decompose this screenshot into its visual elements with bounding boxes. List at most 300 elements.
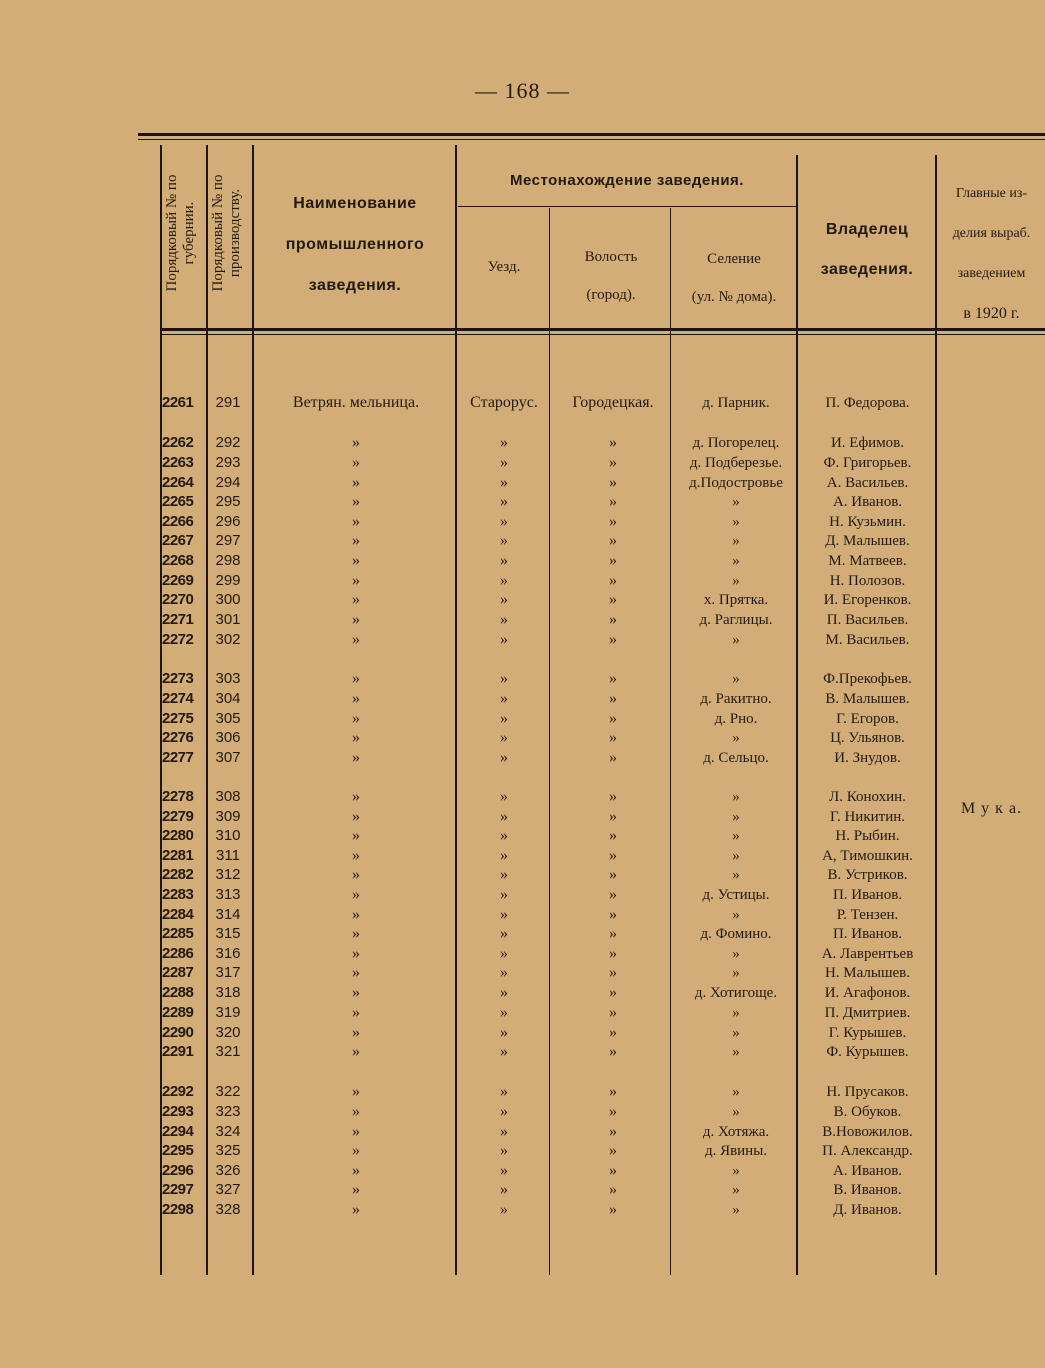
header-owner-line1: Владелец: [825, 221, 909, 238]
cell-name: »: [352, 1103, 360, 1120]
cell-gov: 2289: [162, 1004, 194, 1021]
cell-gov: 2266: [162, 513, 194, 530]
cell-uezd: »: [500, 493, 508, 510]
header-volost-line2: (город).: [586, 287, 636, 303]
cell-uezd: »: [500, 1024, 508, 1041]
cell-prod: 311: [216, 847, 240, 864]
cell-name: »: [352, 1162, 360, 1179]
cell-volost: »: [609, 1103, 617, 1120]
cell-owner: Н. Кузьмин.: [829, 514, 906, 530]
cell-owner: И. Ефимов.: [830, 435, 905, 451]
cell-prod: 299: [215, 572, 241, 589]
cell-owner: А. Иванов.: [832, 1163, 903, 1179]
cell-uezd: »: [500, 984, 508, 1001]
cell-gov: 2272: [162, 631, 194, 648]
cell-prod: 314: [215, 906, 241, 923]
cell-name: »: [352, 670, 360, 687]
cell-selenie: »: [732, 1005, 740, 1021]
cell-prod: 297: [215, 532, 241, 549]
cell-prod: 300: [215, 591, 241, 608]
cell-name: »: [352, 906, 360, 923]
cell-volost: »: [609, 611, 617, 628]
cell-name: »: [352, 925, 360, 942]
cell-uezd: Старорус.: [470, 394, 538, 411]
cell-gov: 2279: [162, 808, 194, 825]
cell-owner: В. Иванов.: [833, 1182, 902, 1198]
header-selenie-line2: (ул. № дома).: [691, 289, 777, 305]
header-name-line3: заведения.: [308, 277, 402, 294]
cell-prod: 317: [215, 964, 241, 981]
cell-volost: »: [609, 866, 617, 883]
cell-name: »: [352, 513, 360, 530]
cell-owner: П. Иванов.: [832, 926, 903, 942]
cell-owner: А. Лаврентьев: [821, 946, 914, 962]
header-products-line4: в 1920 г.: [963, 305, 1020, 322]
cell-owner: М. Матвеев.: [828, 553, 907, 569]
cell-prod: 310: [215, 827, 241, 844]
cell-gov: 2261: [162, 394, 194, 411]
cell-name: »: [352, 532, 360, 549]
cell-gov: 2268: [162, 552, 194, 569]
cell-volost: »: [609, 729, 617, 746]
cell-name: »: [352, 591, 360, 608]
cell-uezd: »: [500, 631, 508, 648]
cell-prod: 325: [215, 1142, 241, 1159]
cell-name: »: [352, 984, 360, 1001]
cell-selenie: д.Подостровье: [689, 475, 783, 491]
cell-name: »: [352, 1181, 360, 1198]
cell-volost: Городецкая.: [572, 394, 654, 411]
cell-gov: 2293: [162, 1103, 194, 1120]
cell-selenie: д. Раглицы.: [699, 612, 773, 628]
cell-owner: И. Знудов.: [834, 750, 901, 766]
cell-volost: »: [609, 1083, 617, 1100]
cell-uezd: »: [500, 1083, 508, 1100]
header-selenie-line1: Селение: [707, 251, 761, 267]
cell-prod: 308: [215, 788, 241, 805]
cell-selenie: »: [732, 946, 740, 962]
cell-uezd: »: [500, 847, 508, 864]
cell-uezd: »: [500, 454, 508, 471]
cell-gov: 2286: [162, 945, 194, 962]
cell-uezd: »: [500, 513, 508, 530]
header-products: [938, 174, 1045, 334]
cell-volost: »: [609, 925, 617, 942]
cell-volost: »: [609, 591, 617, 608]
cell-volost: »: [609, 434, 617, 451]
header-prod-no-line2: производству.: [227, 188, 243, 278]
cell-name: »: [352, 1123, 360, 1140]
header-location: Местонахождение заведения.: [510, 172, 744, 189]
cell-owner: И. Егоренков.: [823, 592, 912, 608]
header-selenie: [672, 240, 796, 316]
cell-selenie: »: [732, 730, 740, 746]
cell-prod: 312: [215, 866, 241, 883]
cell-prod: 302: [215, 631, 241, 648]
header-name-line2: промышленного: [285, 236, 425, 253]
cell-gov: 2262: [162, 434, 194, 451]
cell-prod: 293: [215, 454, 241, 471]
table-top-rule: [138, 133, 1045, 136]
cell-owner: Ф. Курышев.: [826, 1044, 909, 1060]
cell-volost: »: [609, 1142, 617, 1159]
cell-selenie: »: [732, 1163, 740, 1179]
cell-prod: 298: [215, 552, 241, 569]
cell-uezd: »: [500, 474, 508, 491]
cell-volost: »: [609, 1004, 617, 1021]
header-bottom-rule: [160, 328, 1045, 331]
cell-gov: 2278: [162, 788, 194, 805]
cell-name: »: [352, 434, 360, 451]
cell-selenie: д. Хотяжа.: [702, 1124, 770, 1140]
cell-owner: П. Федорова.: [825, 395, 910, 411]
cell-prod: 309: [215, 808, 241, 825]
cell-gov: 2285: [162, 925, 194, 942]
cell-name: »: [352, 866, 360, 883]
cell-volost: »: [609, 493, 617, 510]
cell-uezd: »: [500, 945, 508, 962]
cell-gov: 2284: [162, 906, 194, 923]
table-top-rule-2: [138, 139, 1045, 140]
cell-uezd: »: [500, 532, 508, 549]
header-prod-no: [210, 148, 244, 318]
header-name-line1: Наименование: [293, 195, 417, 212]
cell-prod: 322: [215, 1083, 241, 1100]
cell-name: »: [352, 1004, 360, 1021]
cell-name: »: [352, 572, 360, 589]
cell-uezd: »: [500, 866, 508, 883]
cell-owner: Н. Рыбин.: [835, 828, 900, 844]
cell-prod: 304: [215, 690, 241, 707]
cell-uezd: »: [500, 572, 508, 589]
cell-selenie: »: [732, 965, 740, 981]
cell-gov: 2269: [162, 572, 194, 589]
cell-prod: 318: [215, 984, 241, 1001]
cell-volost: »: [609, 513, 617, 530]
cell-owner: А, Тимошкин.: [822, 848, 913, 864]
location-subrule: [458, 206, 796, 207]
cell-gov: 2271: [162, 611, 194, 628]
cell-gov: 2267: [162, 532, 194, 549]
cell-volost: »: [609, 710, 617, 727]
cell-uezd: »: [500, 1181, 508, 1198]
cell-owner: П. Васильев.: [826, 612, 909, 628]
header-prod-no-line1: Порядковый № по: [210, 174, 226, 292]
cell-prod: 326: [215, 1162, 241, 1179]
cell-selenie: »: [732, 809, 740, 825]
cell-owner: Ф. Григорьев.: [823, 455, 912, 471]
cell-prod: 301: [215, 611, 241, 628]
cell-name: »: [352, 847, 360, 864]
cell-gov: 2292: [162, 1083, 194, 1100]
cell-selenie: »: [732, 1084, 740, 1100]
cell-selenie: »: [732, 671, 740, 687]
cell-prod: 306: [215, 729, 241, 746]
cell-selenie: д. Погорелец.: [692, 435, 780, 451]
cell-prod: 292: [215, 434, 241, 451]
cell-volost: »: [609, 1162, 617, 1179]
cell-volost: »: [609, 552, 617, 569]
cell-name: »: [352, 474, 360, 491]
cell-selenie: »: [732, 1044, 740, 1060]
cell-volost: »: [609, 906, 617, 923]
cell-owner: М. Васильев.: [825, 632, 910, 648]
cell-volost: »: [609, 827, 617, 844]
cell-name: »: [352, 1083, 360, 1100]
cell-owner: П. Александр.: [822, 1143, 913, 1159]
cell-volost: »: [609, 474, 617, 491]
cell-name: »: [352, 710, 360, 727]
cell-uezd: »: [500, 906, 508, 923]
cell-volost: »: [609, 454, 617, 471]
cell-uezd: »: [500, 749, 508, 766]
cell-selenie: д. Ракитно.: [700, 691, 772, 707]
cell-gov: 2283: [162, 886, 194, 903]
cell-selenie: д. Явины.: [704, 1143, 768, 1159]
cell-owner: Ц. Ульянов.: [830, 730, 905, 746]
cell-name: »: [352, 1024, 360, 1041]
cell-owner: Н. Малышев.: [824, 965, 911, 981]
cell-name: »: [352, 749, 360, 766]
cell-volost: »: [609, 532, 617, 549]
cell-selenie: д. Хотигоще.: [694, 985, 778, 1001]
cell-prod: 327: [215, 1181, 241, 1198]
cell-volost: »: [609, 690, 617, 707]
cell-name: »: [352, 788, 360, 805]
cell-selenie: »: [732, 533, 740, 549]
cell-uezd: »: [500, 1162, 508, 1179]
cell-owner: Ф.Прекофьев.: [823, 671, 912, 687]
cell-gov: 2298: [162, 1201, 194, 1218]
cell-uezd: »: [500, 1004, 508, 1021]
cell-volost: »: [609, 984, 617, 1001]
cell-uezd: »: [500, 808, 508, 825]
cell-owner: Г. Егоров.: [836, 711, 899, 727]
cell-uezd: »: [500, 1201, 508, 1218]
cell-prod: 319: [215, 1004, 241, 1021]
cell-gov: 2296: [162, 1162, 194, 1179]
header-owner: [800, 210, 934, 290]
cell-uezd: »: [500, 1123, 508, 1140]
cell-name: »: [352, 454, 360, 471]
cell-owner: А. Иванов.: [832, 494, 903, 510]
cell-selenie: »: [732, 1104, 740, 1120]
cell-uezd: »: [500, 552, 508, 569]
cell-gov: 2282: [162, 866, 194, 883]
cell-prod: 294: [215, 474, 241, 491]
cell-prod: 307: [215, 749, 241, 766]
cell-selenie: х. Прятка.: [703, 592, 769, 608]
cell-volost: »: [609, 1024, 617, 1041]
cell-owner: П. Дмитриев.: [824, 1005, 911, 1021]
cell-selenie: »: [732, 907, 740, 923]
cell-selenie: »: [732, 1202, 740, 1218]
cell-name: »: [352, 886, 360, 903]
cell-uezd: »: [500, 710, 508, 727]
cell-uezd: »: [500, 925, 508, 942]
cell-selenie: »: [732, 1025, 740, 1041]
cell-name: »: [352, 945, 360, 962]
cell-volost: »: [609, 1201, 617, 1218]
cell-selenie: д. Парник.: [702, 395, 770, 411]
cell-uezd: »: [500, 1043, 508, 1060]
cell-selenie: д. Фомино.: [700, 926, 772, 942]
header-name: [256, 183, 454, 306]
products-note: М у к а.: [960, 800, 1023, 817]
cell-prod: 291: [215, 394, 241, 411]
cell-prod: 296: [215, 513, 241, 530]
cell-owner: В.Новожилов.: [822, 1124, 913, 1140]
header-gov-no-line1: Порядковый № по: [164, 174, 180, 292]
cell-name: »: [352, 1142, 360, 1159]
cell-volost: »: [609, 1043, 617, 1060]
cell-selenie: »: [732, 514, 740, 530]
cell-prod: 320: [215, 1024, 241, 1041]
cell-name: »: [352, 552, 360, 569]
cell-owner: Н. Прусаков.: [826, 1084, 909, 1100]
cell-gov: 2276: [162, 729, 194, 746]
cell-owner: В. Обуков.: [833, 1104, 902, 1120]
cell-uezd: »: [500, 611, 508, 628]
cell-gov: 2264: [162, 474, 194, 491]
cell-owner: Л. Конохин.: [829, 789, 906, 805]
cell-gov: 2294: [162, 1123, 194, 1140]
cell-volost: »: [609, 788, 617, 805]
cell-volost: »: [609, 945, 617, 962]
header-gov-no: [164, 148, 198, 318]
cell-gov: 2274: [162, 690, 194, 707]
cell-selenie: д. Сельцо.: [703, 750, 769, 766]
cell-gov: 2287: [162, 964, 194, 981]
cell-name: »: [352, 1201, 360, 1218]
cell-gov: 2291: [162, 1043, 194, 1060]
cell-name: »: [352, 611, 360, 628]
cell-selenie: »: [732, 573, 740, 589]
cell-name: Ветрян. мельница.: [292, 394, 420, 411]
cell-name: »: [352, 1043, 360, 1060]
cell-volost: »: [609, 847, 617, 864]
cell-gov: 2290: [162, 1024, 194, 1041]
cell-gov: 2275: [162, 710, 194, 727]
cell-selenie: »: [732, 494, 740, 510]
cell-name: »: [352, 808, 360, 825]
cell-selenie: »: [732, 828, 740, 844]
cell-gov: 2280: [162, 827, 194, 844]
cell-name: »: [352, 729, 360, 746]
cell-gov: 2281: [162, 847, 194, 864]
cell-name: »: [352, 493, 360, 510]
cell-uezd: »: [500, 964, 508, 981]
cell-prod: 313: [215, 886, 241, 903]
page-number: — 168 —: [475, 78, 570, 103]
cell-gov: 2297: [162, 1181, 194, 1198]
cell-volost: »: [609, 1123, 617, 1140]
cell-owner: Р. Тензен.: [836, 907, 899, 923]
cell-selenie: д. Устицы.: [702, 887, 770, 903]
cell-gov: 2295: [162, 1142, 194, 1159]
cell-uezd: »: [500, 591, 508, 608]
cell-selenie: »: [732, 553, 740, 569]
cell-name: »: [352, 964, 360, 981]
cell-owner: Н. Полозов.: [829, 573, 906, 589]
cell-prod: 303: [215, 670, 241, 687]
cell-owner: Г. Никитин.: [829, 809, 905, 825]
header-products-line1: Главные из-: [955, 186, 1028, 201]
cell-name: »: [352, 631, 360, 648]
cell-selenie: »: [732, 632, 740, 648]
cell-prod: 315: [215, 925, 241, 942]
header-volost-line1: Волость: [584, 249, 638, 265]
cell-volost: »: [609, 808, 617, 825]
cell-name: »: [352, 827, 360, 844]
cell-uezd: »: [500, 827, 508, 844]
cell-name: »: [352, 690, 360, 707]
cell-volost: »: [609, 964, 617, 981]
header-uezd: Уезд.: [487, 259, 521, 275]
cell-selenie: »: [732, 1182, 740, 1198]
cell-prod: 323: [215, 1103, 241, 1120]
cell-uezd: »: [500, 1103, 508, 1120]
cell-uezd: »: [500, 670, 508, 687]
header-owner-line2: заведения.: [820, 261, 914, 278]
header-products-line2: делия выраб.: [952, 226, 1031, 241]
cell-volost: »: [609, 1181, 617, 1198]
cell-prod: 316: [215, 945, 241, 962]
header-volost: [552, 238, 670, 314]
cell-selenie: »: [732, 867, 740, 883]
cell-owner: Д. Иванов.: [833, 1202, 902, 1218]
cell-prod: 321: [215, 1043, 241, 1060]
cell-gov: 2273: [162, 670, 194, 687]
cell-owner: Г. Курышев.: [828, 1025, 907, 1041]
cell-owner: В. Устриков.: [827, 867, 908, 883]
cell-volost: »: [609, 886, 617, 903]
header-products-line3: заведением: [957, 266, 1026, 281]
cell-prod: 295: [215, 493, 241, 510]
cell-uezd: »: [500, 729, 508, 746]
cell-volost: »: [609, 749, 617, 766]
cell-uezd: »: [500, 886, 508, 903]
cell-selenie: д. Рно.: [714, 711, 758, 727]
cell-volost: »: [609, 572, 617, 589]
cell-gov: 2265: [162, 493, 194, 510]
cell-volost: »: [609, 631, 617, 648]
cell-owner: И. Агафонов.: [824, 985, 911, 1001]
header-gov-no-line2: губернии.: [181, 201, 197, 265]
cell-owner: А. Васильев.: [826, 475, 909, 491]
cell-prod: 305: [215, 710, 241, 727]
cell-uezd: »: [500, 1142, 508, 1159]
cell-gov: 2277: [162, 749, 194, 766]
cell-selenie: д. Подберезье.: [689, 455, 783, 471]
cell-uezd: »: [500, 788, 508, 805]
cell-uezd: »: [500, 690, 508, 707]
cell-volost: »: [609, 670, 617, 687]
cell-gov: 2288: [162, 984, 194, 1001]
cell-owner: П. Иванов.: [832, 887, 903, 903]
cell-owner: В. Малышев.: [825, 691, 910, 707]
cell-owner: Д. Малышев.: [825, 533, 910, 549]
cell-selenie: »: [732, 789, 740, 805]
cell-gov: 2270: [162, 591, 194, 608]
cell-uezd: »: [500, 434, 508, 451]
col-line-7: [935, 155, 937, 1275]
cell-selenie: »: [732, 848, 740, 864]
cell-gov: 2263: [162, 454, 194, 471]
cell-prod: 324: [215, 1123, 241, 1140]
col-line-2: [252, 145, 254, 1275]
header-bottom-rule-2: [160, 334, 1045, 335]
